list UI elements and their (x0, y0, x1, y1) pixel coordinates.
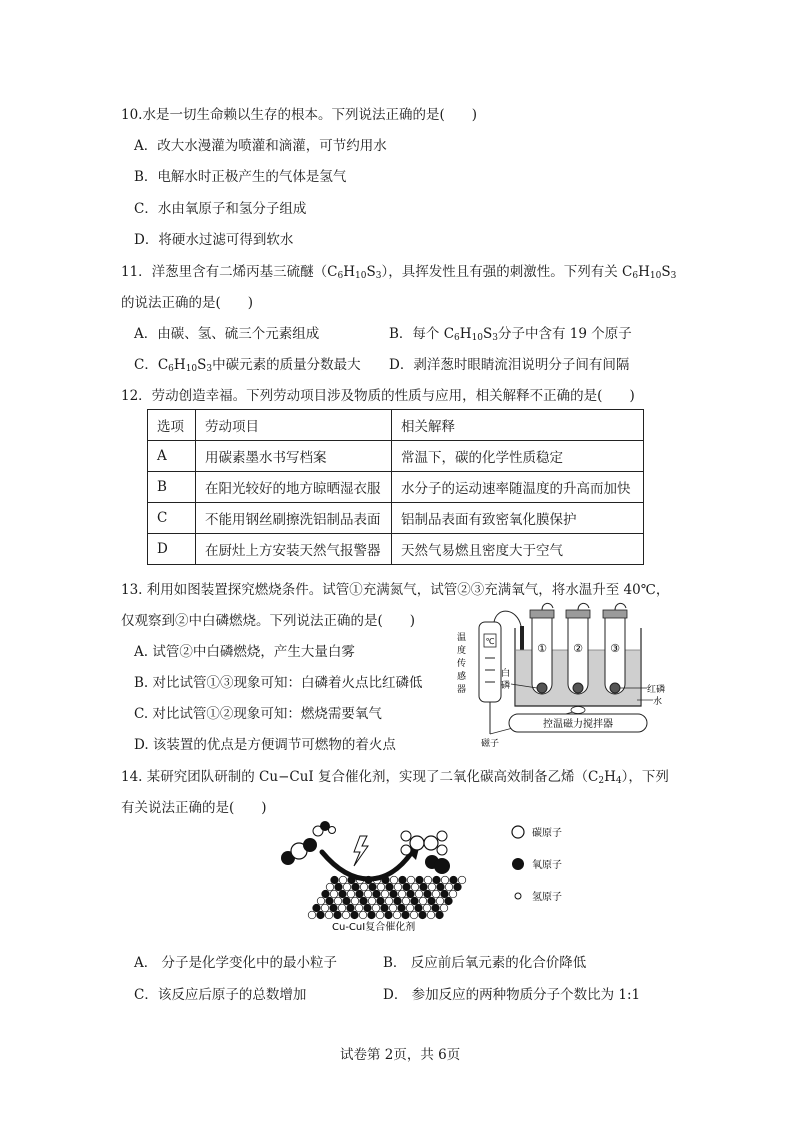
lattice-atom (427, 911, 435, 919)
lattice-atom (428, 897, 436, 905)
magnet-bar (571, 707, 585, 714)
lattice-atom (433, 876, 441, 884)
sensor-label-char: 器 (457, 685, 467, 695)
lattice-atom (411, 883, 419, 891)
table-cell: 不能用钢丝刷擦洗铝制品表面 (196, 503, 392, 534)
lattice-atom (407, 876, 415, 884)
test-tube-1 (532, 616, 552, 694)
lattice-atom (432, 890, 440, 898)
q14-option-a: A． 分子是化学变化中的最小粒子 (134, 955, 338, 971)
q12-stem: 12．劳动创造幸福。下列劳动项目涉及物质的性质与应用，相关解释不正确的是( ) (121, 388, 635, 404)
red-phosphorus (610, 683, 620, 693)
table-cell: 铝制品表面有致密氧化膜保护 (392, 503, 644, 534)
lattice-atom (376, 911, 384, 919)
test-tube-3 (605, 616, 625, 694)
legend-hydrogen-label: 氢原子 (532, 892, 562, 903)
white-phosphorus-label: 白 (501, 669, 511, 679)
table-cell: 天然气易燃且密度大于空气 (392, 534, 644, 565)
carbon-atom (424, 836, 438, 850)
lattice-atom (339, 876, 347, 884)
page-footer: 试卷第 2页，共 6页 (340, 1047, 461, 1063)
table-cell: B (148, 472, 196, 503)
reaction-arrow (322, 852, 412, 879)
legend-hydrogen-icon (515, 893, 521, 899)
sensor-label-char: 传 (457, 659, 467, 669)
lattice-atom (321, 904, 329, 912)
lattice-atom (420, 883, 428, 891)
table-cell: 用碳素墨水书写档案 (196, 441, 392, 472)
q13-stem-line1: 13. 利用如图装置探究燃烧条件。试管①充满氮气，试管②③充满氧气，将水温升至 40℃， (121, 582, 670, 598)
lattice-atom (390, 876, 398, 884)
hydrogen-atom (329, 827, 336, 834)
carbon-atom (410, 836, 424, 850)
lattice-atom (419, 911, 427, 919)
lattice-atom (317, 911, 325, 919)
lightning-icon (354, 836, 368, 866)
oxygen-atom (434, 858, 450, 874)
sensor-unit: ℃ (485, 637, 495, 646)
lattice-atom (355, 904, 363, 912)
lattice-atom (415, 890, 423, 898)
lattice-atom (360, 897, 368, 905)
lattice-atom (389, 904, 397, 912)
lattice-atom (313, 904, 321, 912)
table-row (148, 503, 644, 534)
lattice-atom (381, 890, 389, 898)
lattice-atom (424, 890, 432, 898)
lattice-atom (339, 890, 347, 898)
lattice-atom (338, 904, 346, 912)
lattice-atom (458, 876, 466, 884)
lattice-atom (372, 904, 380, 912)
table-header-cell: 选项 (148, 410, 196, 441)
lattice-atom (423, 904, 431, 912)
lattice-atom (368, 911, 376, 919)
lattice-atom (385, 911, 393, 919)
lattice-atom (381, 904, 389, 912)
lattice-atom (411, 897, 419, 905)
q13-option-b: B. 对比试管①③现象可知：白磷着火点比红磷低 (134, 675, 423, 691)
lattice-atom (335, 883, 343, 891)
lattice-atom (449, 890, 457, 898)
q11-option-b: B．每个 $C_6H_{10}S_3$分子中含有 19 个原子 (389, 326, 632, 343)
lattice-atom (436, 911, 444, 919)
water-label: 水 (653, 697, 663, 707)
hydrogen-atom (401, 845, 411, 855)
q10-stem: 10.水是一切生命赖以生存的根本。下列说法正确的是( ) (121, 107, 478, 123)
lattice-atom (441, 876, 449, 884)
q14-option-c: C．该反应后原子的总数增加 (134, 987, 307, 1003)
q11-option-d: D．剥洋葱时眼睛流泪说明分子间有间隔 (389, 357, 630, 373)
q11-stem-line1: 11．洋葱里含有二烯丙基三硫醚$(C_6H_{10}S_3)$，具挥发性且有强的刺激性。下列有关 $C_6H_{10}S_3$ (121, 264, 677, 281)
lattice-atom (398, 904, 406, 912)
lattice-atom (386, 883, 394, 891)
stirrer-label: 控温磁力搅拌器 (543, 719, 613, 730)
lattice-atom (437, 883, 445, 891)
q10-option-b: B．电解水时正极产生的气体是氢气 (134, 169, 347, 185)
lattice-atom (356, 890, 364, 898)
q11-option-c: C．$C_6H_{10}S_3$中碳元素的质量分数最大 (134, 357, 361, 374)
magnet-label: 磁子 (481, 739, 500, 749)
q13-option-c: C. 对比试管①②现象可知：燃烧需要氧气 (134, 706, 382, 722)
tube-number: ① (537, 642, 547, 655)
table-header-cell: 相关解释 (392, 410, 644, 441)
lattice-atom (440, 904, 448, 912)
lattice-atom (377, 883, 385, 891)
lattice-atom (377, 897, 385, 905)
lattice-atom (364, 904, 372, 912)
q13-option-d: D. 该装置的优点是方便调节可燃物的着火点 (134, 737, 396, 753)
table-row (148, 534, 644, 565)
lattice-atom (394, 883, 402, 891)
table-header-row (148, 410, 644, 441)
lattice-atom (347, 904, 355, 912)
q14-stem-line1: 14. 某研究团队研制的 Cu−CuI 复合催化剂，实现了二氧化碳高效制备乙烯$(C_2H_4)$，下列 (121, 769, 669, 786)
lattice-atom (415, 904, 423, 912)
lattice-atom (445, 883, 453, 891)
legend-carbon-label: 碳原子 (532, 828, 562, 839)
test-tube-2 (568, 616, 588, 694)
lattice-atom (343, 897, 351, 905)
q14-option-b: B． 反应前后氧元素的化合价降低 (383, 955, 587, 971)
legend-oxygen-label: 氧原子 (532, 860, 562, 871)
lattice-atom (359, 911, 367, 919)
lattice-atom (343, 883, 351, 891)
lattice-atom (331, 876, 339, 884)
lattice-atom (334, 911, 342, 919)
q13-option-a: A. 试管②中白磷燃烧，产生大量白雾 (134, 644, 355, 660)
legend-oxygen-icon (512, 858, 524, 870)
lattice-atom (416, 876, 424, 884)
q14-stem-line2: 有关说法正确的是( ) (121, 800, 267, 816)
sensor-label-char: 感 (457, 672, 467, 682)
lattice-atom (308, 911, 316, 919)
lattice-atom (351, 897, 359, 905)
q14-option-d: D． 参加反应的两种物质分子个数比为 1:1 (383, 987, 641, 1003)
catalyst-lattice (308, 876, 466, 919)
table-cell: A (148, 441, 196, 472)
lattice-atom (454, 883, 462, 891)
table-row (148, 441, 644, 472)
tube-number: ② (573, 642, 583, 655)
lattice-atom (432, 904, 440, 912)
catalyst-label: Cu-CuI复合催化剂 (332, 922, 416, 933)
lattice-atom (428, 883, 436, 891)
white-phosphorus-label: 磷 (501, 681, 511, 691)
lattice-atom (360, 883, 368, 891)
q11-stem-line2: 的说法正确的是( ) (121, 295, 254, 311)
table-cell: 水分子的运动速率随温度的升高而加快 (392, 472, 644, 503)
lattice-atom (394, 897, 402, 905)
lattice-atom (402, 911, 410, 919)
lattice-atom (368, 897, 376, 905)
lattice-atom (373, 890, 381, 898)
lattice-atom (399, 876, 407, 884)
hydrogen-atom (437, 845, 447, 855)
lattice-atom (351, 911, 359, 919)
lattice-atom (326, 883, 334, 891)
lattice-atom (393, 911, 401, 919)
lattice-atom (402, 897, 410, 905)
table-header-cell: 劳动项目 (196, 410, 392, 441)
lattice-atom (342, 911, 350, 919)
white-phosphorus (537, 683, 547, 693)
lattice-atom (352, 883, 360, 891)
q13-apparatus-figure (445, 598, 675, 750)
table-cell: 常温下，碳的化学性质稳定 (392, 441, 644, 472)
lattice-atom (445, 897, 453, 905)
lattice-atom (441, 890, 449, 898)
lattice-atom (403, 883, 411, 891)
legend-carbon-icon (512, 826, 524, 838)
q12-table (147, 409, 644, 565)
lattice-atom (322, 890, 330, 898)
oxygen-atom (303, 838, 317, 852)
table-cell: 在阳光较好的地方晾晒湿衣服 (196, 472, 392, 503)
lattice-atom (334, 897, 342, 905)
sensor-label-char: 度 (457, 646, 467, 656)
table-cell: D (148, 534, 196, 565)
lattice-atom (390, 890, 398, 898)
hydrogen-atom (401, 831, 411, 841)
q10-option-a: A．改大水漫灌为喷灌和滴灌，可节约用水 (134, 138, 387, 154)
lattice-atom (330, 890, 338, 898)
table-cell: 在厨灶上方安装天然气报警器 (196, 534, 392, 565)
lattice-atom (407, 890, 415, 898)
lattice-atom (410, 911, 418, 919)
lattice-atom (369, 883, 377, 891)
lattice-atom (325, 911, 333, 919)
lattice-atom (406, 904, 414, 912)
q13-stem-line2: 仅观察到②中白磷燃烧。下列说法正确的是( ) (121, 613, 416, 629)
lattice-atom (450, 876, 458, 884)
lattice-atom (347, 890, 355, 898)
q14-reaction-figure (272, 818, 582, 938)
table-row (148, 472, 644, 503)
lattice-atom (326, 897, 334, 905)
white-phosphorus (573, 683, 583, 693)
sensor-label-char: 温 (457, 633, 467, 643)
lattice-atom (398, 890, 406, 898)
q10-option-c: C．水由氧原子和氢分子组成 (134, 201, 307, 217)
lattice-atom (419, 897, 427, 905)
lattice-atom (330, 904, 338, 912)
lattice-atom (317, 897, 325, 905)
q10-option-d: D．将硬水过滤可得到软水 (134, 232, 294, 248)
lattice-atom (364, 890, 372, 898)
q11-option-a: A．由碳、氢、硫三个元素组成 (134, 326, 320, 342)
lattice-atom (424, 876, 432, 884)
tube-number: ③ (610, 642, 620, 655)
lattice-atom (385, 897, 393, 905)
lattice-atom (436, 897, 444, 905)
hydrogen-atom (437, 831, 447, 841)
table-cell: C (148, 503, 196, 534)
red-phosphorus-label: 红磷 (647, 685, 666, 695)
